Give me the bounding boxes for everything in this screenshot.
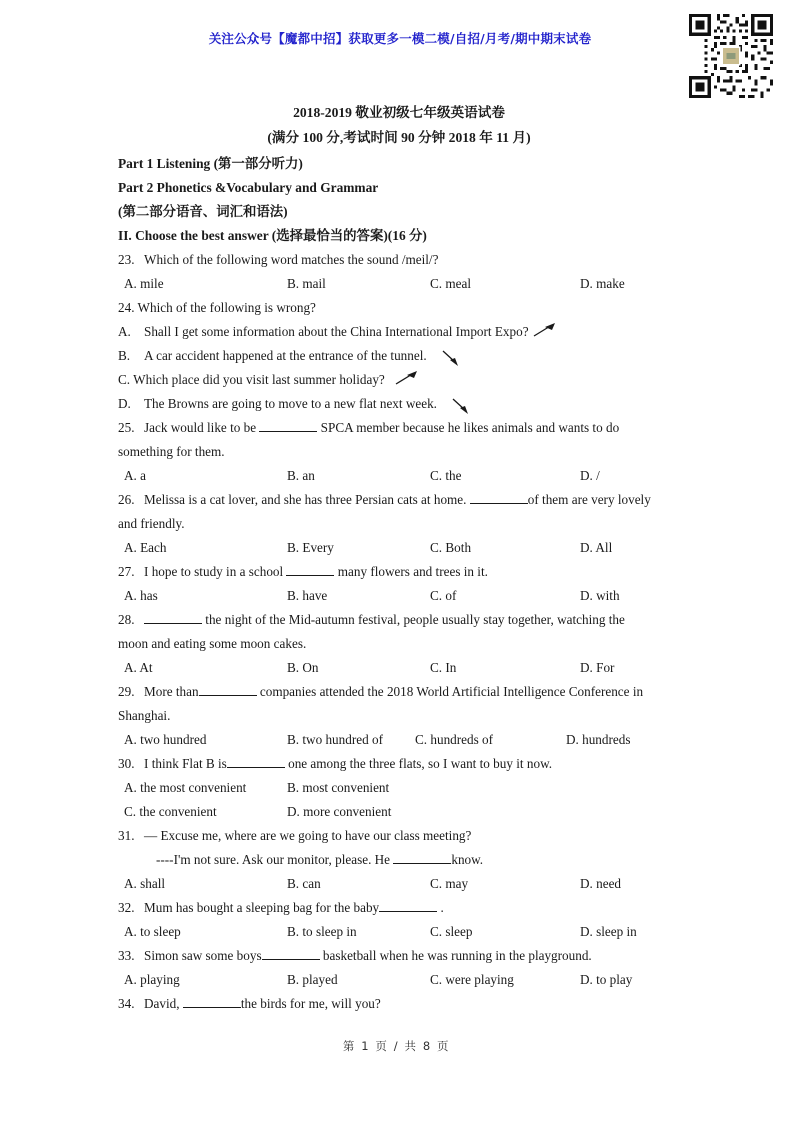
answer-blank[interactable] (183, 1007, 241, 1008)
question-26-stem (118, 488, 680, 512)
question-30-options-row1 (118, 776, 680, 800)
option-c[interactable]: C. the convenient (124, 804, 217, 819)
question-24-option-d[interactable] (118, 392, 680, 416)
arrow-up-right-icon (395, 374, 421, 388)
question-28-text-a: the night of the Mid-autumn festival, people usually stay together, watching the (205, 612, 625, 627)
question-33-text-b: basketball when he was running in the playground. (322, 948, 592, 963)
question-34-text-a: David, (144, 996, 180, 1011)
page-subtitle: (满分 100 分,考试时间 90 分钟 2018 年 11 月) (267, 130, 531, 145)
question-24-option-c[interactable] (118, 368, 680, 392)
option-a-text: Shall I get some information about the China International Import Expo? (144, 324, 529, 339)
option-b[interactable]: B. played (287, 972, 338, 987)
page-footer: 第 1 页 / 共 8 页 (342, 1039, 451, 1053)
question-24-option-a[interactable] (118, 320, 680, 344)
option-d[interactable]: D. / (580, 468, 600, 483)
question-26-stem-cont: and friendly. (118, 516, 185, 531)
option-d-letter: D. (118, 396, 131, 411)
option-a[interactable]: A. shall (124, 876, 166, 891)
arrow-down-right-icon (441, 350, 467, 364)
question-27-text-a: I hope to study in a school (144, 564, 284, 579)
question-30-options-row2 (118, 800, 680, 824)
answer-blank[interactable] (286, 575, 334, 576)
exam-paper-body (118, 100, 680, 1016)
question-29-number: 29. (118, 684, 135, 699)
question-30-number: 30. (118, 756, 135, 771)
option-c[interactable]: C. may (430, 876, 469, 891)
question-33-options (118, 968, 680, 992)
option-d[interactable]: D. hundreds (566, 732, 631, 747)
question-28-number: 28. (118, 612, 135, 627)
question-32-text-a: Mum has bought a sleeping bag for the baby (144, 900, 380, 915)
option-a[interactable]: A. a (124, 468, 146, 483)
option-d[interactable]: D. sleep in (580, 924, 637, 939)
question-23-options (118, 272, 680, 296)
question-25-options (118, 464, 680, 488)
question-30-text-b: one among the three flats, so I want to buy it now. (288, 756, 553, 771)
page-title: 2018-2019 敬业初级七年级英语试卷 (293, 105, 505, 120)
question-32-stem (118, 896, 680, 920)
question-27-options (118, 584, 680, 608)
option-a[interactable]: A. At (124, 660, 153, 675)
question-29-text-a: More than (144, 684, 199, 699)
question-24-number: 24. (118, 300, 135, 315)
option-d[interactable]: D. All (580, 540, 613, 555)
question-26-text-a: Melissa is a cat lover, and she has three Persian cats at home. (144, 492, 467, 507)
qr-code-icon (686, 11, 776, 101)
option-c[interactable]: C. sleep (430, 924, 473, 939)
question-29-text-b: companies attended the 2018 World Artificial Intelligence Conference in (259, 684, 644, 699)
question-27-text-b: many flowers and trees in it. (337, 564, 488, 579)
question-31-stem-cont (118, 848, 680, 872)
option-d[interactable]: D. For (580, 660, 615, 675)
section-part2-phonetics: Part 2 Phonetics &Vocabulary and Grammar (118, 180, 379, 195)
section-choose-best-answer: II. Choose the best answer (选择最恰当的答案)(16 分) (118, 228, 427, 243)
option-a[interactable]: A. the most convenient (124, 780, 247, 795)
option-b-letter: B. (118, 348, 131, 363)
option-c-text: Which place did you visit last summer holiday? (133, 372, 385, 387)
option-b[interactable]: B. two hundred of (287, 732, 383, 747)
question-26-options (118, 536, 680, 560)
answer-blank[interactable] (199, 695, 257, 696)
question-23-stem (118, 248, 680, 272)
question-23-text: Which of the following word matches the sound /meil/? (144, 252, 439, 267)
question-29-stem (118, 680, 680, 704)
question-29-stem-cont: Shanghai. (118, 708, 171, 723)
option-b[interactable]: B. an (287, 468, 315, 483)
question-34-number: 34. (118, 996, 135, 1011)
question-33-stem (118, 944, 680, 968)
question-24-text: Which of the following is wrong? (137, 300, 316, 315)
option-c[interactable]: C. Both (430, 540, 472, 555)
option-c[interactable]: C. the (430, 468, 462, 483)
section-part2-chinese: (第二部分语音、词汇和语法) (118, 204, 288, 219)
arrow-down-right-icon (451, 398, 477, 412)
question-28-stem-cont: moon and eating some moon cakes. (118, 636, 307, 651)
option-d-text: The Browns are going to move to a new flat next week. (144, 396, 437, 411)
promo-header (0, 0, 793, 100)
option-d[interactable]: D. more convenient (287, 804, 392, 819)
question-32-text-b: . (440, 900, 444, 915)
option-a[interactable]: A. mile (124, 276, 164, 291)
question-27-stem (118, 560, 680, 584)
question-33-number: 33. (118, 948, 135, 963)
question-32-options (118, 920, 680, 944)
option-a[interactable]: A. two hundred (124, 732, 207, 747)
option-c[interactable]: C. hundreds of (415, 732, 494, 747)
question-24-stem (118, 296, 680, 320)
question-28-stem (118, 608, 680, 632)
question-33-text-a: Simon saw some boys (144, 948, 262, 963)
question-25-text-b: SPCA member because he likes animals and wants to do (320, 420, 620, 435)
answer-blank[interactable] (393, 863, 451, 864)
question-24-option-b[interactable] (118, 344, 680, 368)
option-a[interactable]: A. has (124, 588, 158, 603)
arrow-up-right-icon (533, 326, 559, 340)
question-25-text-a: Jack would like to be (144, 420, 257, 435)
question-27-number: 27. (118, 564, 135, 579)
question-31-options (118, 872, 680, 896)
promo-banner-text: 关注公众号【魔都中招】获取更多一模二模/自招/月考/期中期末试卷 (208, 31, 592, 46)
option-c[interactable]: C. were playing (430, 972, 514, 987)
question-31-number: 31. (118, 828, 135, 843)
question-25-stem (118, 416, 680, 440)
question-29-options (118, 728, 680, 752)
question-26-text-b: of them are very lovely (527, 492, 651, 507)
question-32-number: 32. (118, 900, 135, 915)
answer-blank[interactable] (262, 959, 320, 960)
option-a[interactable]: A. Each (124, 540, 167, 555)
question-31-stem (118, 824, 680, 848)
question-25-stem-cont: something for them. (118, 444, 225, 459)
option-b-text: A car accident happened at the entrance of the tunnel. (144, 348, 427, 363)
option-c[interactable]: C. of (430, 588, 457, 603)
answer-blank[interactable] (379, 911, 437, 912)
option-b[interactable]: B. Every (287, 540, 334, 555)
option-a[interactable]: A. to sleep (124, 924, 181, 939)
question-30-text-a: I think Flat B is (144, 756, 227, 771)
section-part1-listening: Part 1 Listening (第一部分听力) (118, 156, 303, 171)
option-c[interactable]: C. In (430, 660, 457, 675)
question-23-number: 23. (118, 252, 135, 267)
option-c-letter: C. (118, 372, 131, 387)
option-b[interactable]: B. can (287, 876, 321, 891)
option-d[interactable]: D. to play (580, 972, 633, 987)
option-b[interactable]: B. On (287, 660, 319, 675)
answer-blank[interactable] (470, 503, 528, 504)
question-34-text-b: the birds for me, will you? (240, 996, 381, 1011)
option-d[interactable]: D. need (580, 876, 622, 891)
option-d[interactable]: D. make (580, 276, 625, 291)
option-a[interactable]: A. playing (124, 972, 180, 987)
question-34-stem (118, 992, 680, 1016)
answer-blank[interactable] (227, 767, 285, 768)
option-b[interactable]: B. have (287, 588, 328, 603)
option-b[interactable]: B. to sleep in (287, 924, 357, 939)
option-d[interactable]: D. with (580, 588, 620, 603)
option-b[interactable]: B. most convenient (287, 780, 390, 795)
answer-blank[interactable] (144, 623, 202, 624)
question-28-options (118, 656, 680, 680)
question-30-stem (118, 752, 680, 776)
option-c[interactable]: C. meal (430, 276, 472, 291)
option-b[interactable]: B. mail (287, 276, 326, 291)
question-31-text-b: ----I'm not sure. Ask our monitor, please. He (156, 852, 391, 867)
answer-blank[interactable] (259, 431, 317, 432)
question-31-text-c: know. (451, 852, 484, 867)
option-a-letter: A. (118, 324, 131, 339)
question-31-text-a: — Excuse me, where are we going to have our class meeting? (144, 828, 472, 843)
question-25-number: 25. (118, 420, 135, 435)
question-26-number: 26. (118, 492, 135, 507)
